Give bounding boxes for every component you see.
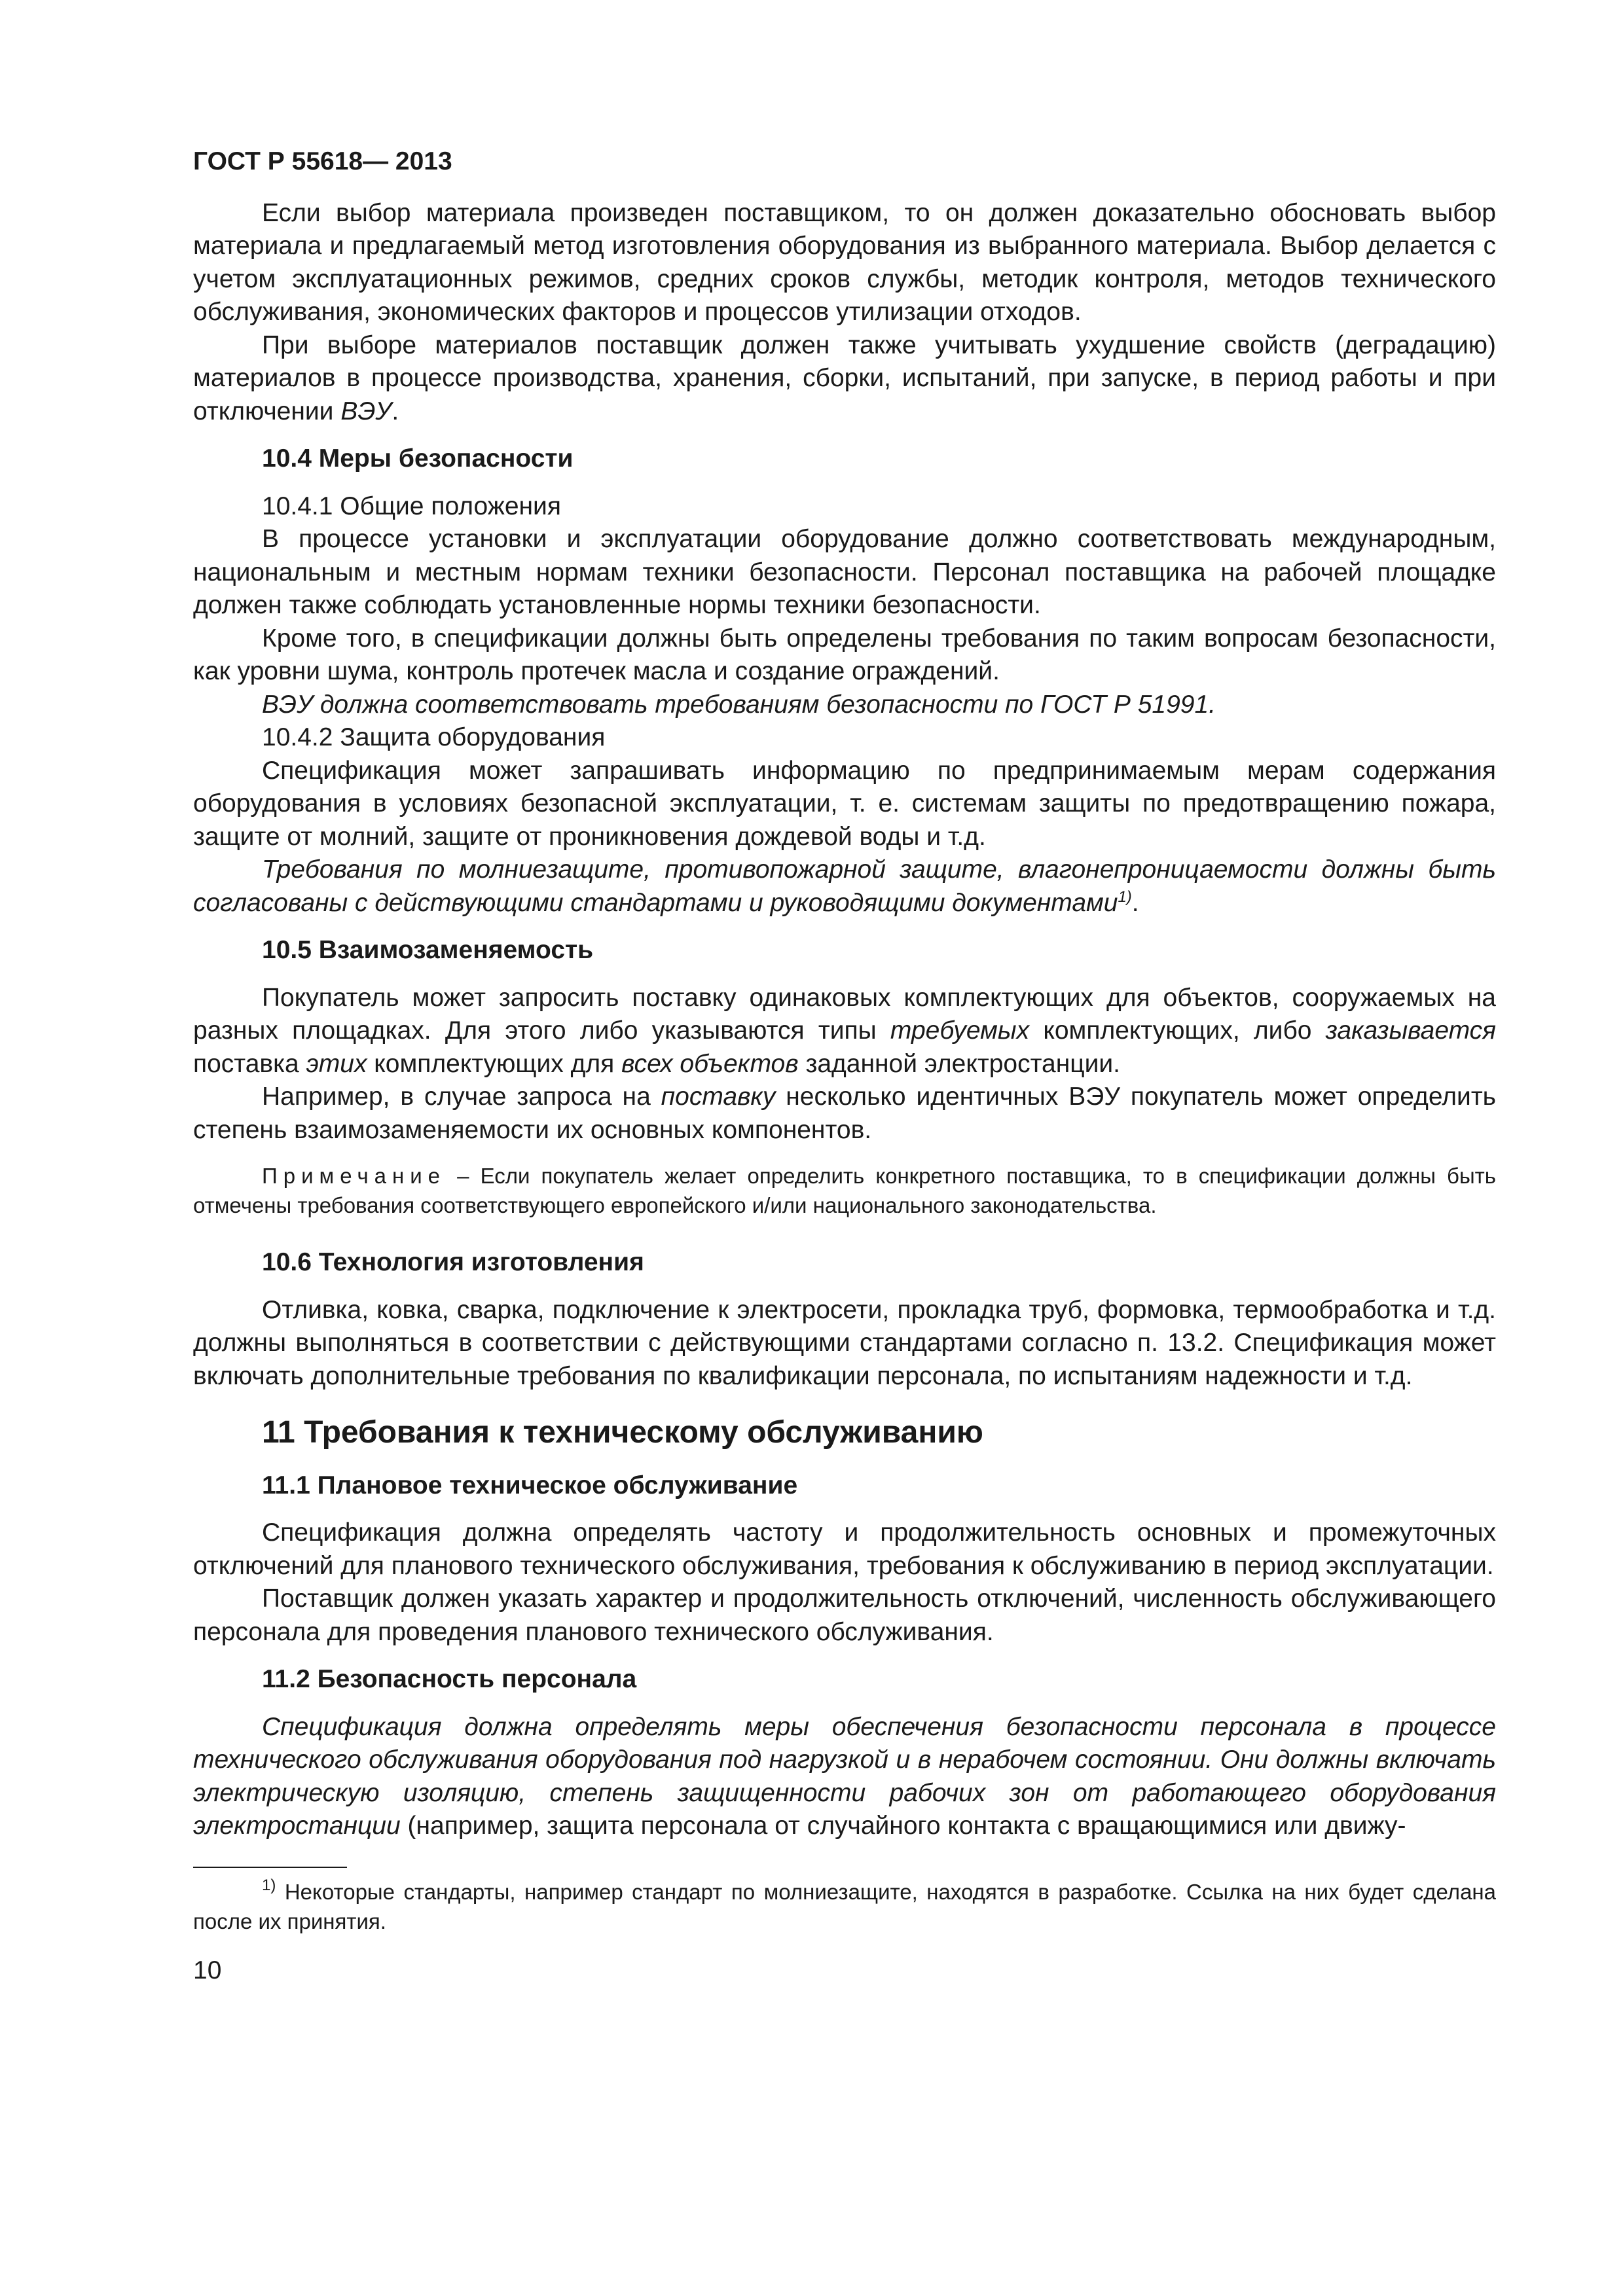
text-run: Если выбор материала произведен поставщиком, то он должен доказательно обосновать выбор материала и предлагаемый метод изготовления оборудования из выбранного материала. Выбор делается с учетом эксплуатационных режимов, средних сроков службы, методик контроля, методов технического обслуживания, экономических факторов и процессов утилизации отходов. bbox=[193, 198, 1496, 326]
page-number: 10 bbox=[193, 1956, 222, 1984]
paragraph bbox=[193, 523, 1496, 622]
text-run: Например, в случае запроса на bbox=[262, 1083, 661, 1111]
paragraph bbox=[193, 622, 1496, 689]
text-run: ВЭУ должна соответствовать требованиям безопасности по ГОСТ Р 51991. bbox=[262, 690, 1216, 719]
text-run: заказывается bbox=[1325, 1016, 1496, 1045]
subsection-heading: 10.4 Меры безопасности bbox=[262, 444, 574, 473]
text-run: несколько идентичных ВЭУ покупатель может определить степень взаимозаменяемости их основных компонентов. bbox=[193, 1083, 1496, 1144]
text-run: (например, защита персонала от случайного контакта с вращающимися или движу- bbox=[400, 1812, 1406, 1840]
paragraph bbox=[193, 329, 1496, 429]
paragraph bbox=[193, 1711, 1496, 1843]
text-run: Требования по молниезащите, противопожарной защите, влагонепроницаемости должны быть согласованы с действующими стандартами и руководящими документами bbox=[193, 855, 1496, 917]
paragraph bbox=[193, 853, 1496, 920]
paragraph bbox=[193, 1516, 1496, 1583]
text-run: При выборе материалов поставщик должен также учитывать ухудшение свойств (деградацию) материалов в процессе производства, хранения, сборки, испытаний, при запуске, в период работы и при отключении bbox=[193, 331, 1496, 425]
text-run: В процессе установки и эксплуатации оборудование должно соответствовать международным, национальным и местным нормам техники безопасности. Персонал поставщика на рабочей площадке должен также соблюдать установленные нормы техники безопасности. bbox=[193, 525, 1496, 619]
text-run: поставку bbox=[661, 1083, 776, 1111]
note-label: Примечание bbox=[262, 1164, 447, 1188]
subsection-heading: 10.6 Технология изготовления bbox=[262, 1248, 644, 1276]
footnote-separator bbox=[193, 1867, 347, 1868]
footnote-mark: 1) bbox=[262, 1876, 276, 1894]
text-run: 10.4.1 Общие положения bbox=[262, 492, 561, 520]
paragraph bbox=[193, 1081, 1496, 1147]
text-run: Спецификация должна определять частоту и продолжительность основных и промежуточных отключений для планового технического обслуживания, требования к обслуживанию в период эксплуатации. bbox=[193, 1518, 1496, 1580]
paragraph bbox=[193, 755, 1496, 854]
footnote-text: Некоторые стандарты, например стандарт по молниезащите, находятся в разработке. Ссылка на них будет сделана после их принятия. bbox=[193, 1879, 1496, 1933]
footnote-ref: 1) bbox=[1118, 888, 1132, 906]
running-header: ГОСТ Р 55618— 2013 bbox=[193, 147, 452, 175]
text-run: Поставщик должен указать характер и продолжительность отключений, численность обслуживающего персонала для проведения планового технического обслуживания. bbox=[193, 1585, 1496, 1646]
paragraph bbox=[193, 1583, 1496, 1649]
subsection-heading: 11.2 Безопасность персонала bbox=[262, 1665, 637, 1693]
paragraph bbox=[193, 490, 1496, 524]
paragraph bbox=[193, 689, 1496, 722]
text-body bbox=[193, 197, 1496, 1843]
text-run: Покупатель может запросить поставку одинаковых комплектующих для объектов, сооружаемых на разных площадках. Для этого либо указываются типы bbox=[193, 983, 1496, 1045]
text-run: требуемых bbox=[890, 1016, 1030, 1045]
text-run: . bbox=[392, 397, 399, 425]
paragraph bbox=[193, 1294, 1496, 1393]
note-paragraph bbox=[193, 1161, 1496, 1220]
text-run: Отливка, ковка, сварка, подключение к электросети, прокладка труб, формовка, термообработка и т.д. должны выполняться в соответствии с действующими стандартами согласно п. 13.2. Спецификация может включать дополнительные требования по квалификации персонала, по испытаниям надежности и т.д. bbox=[193, 1295, 1496, 1390]
paragraph bbox=[193, 197, 1496, 329]
text-run: Кроме того, в спецификации должны быть определены требования по таким вопросам безопасности, как уровни шума, контроль протечек масла и создание ограждений. bbox=[193, 624, 1496, 685]
section-heading: 11 Требования к техническому обслуживанию bbox=[262, 1415, 983, 1450]
paragraph bbox=[193, 982, 1496, 1081]
text-run: комплектующих, либо bbox=[1029, 1016, 1326, 1045]
text-run: Спецификация может запрашивать информацию по предпринимаемым мерам содержания оборудования в условиях безопасной эксплуатации, т. е. системам защиты по предотвращению пожара, защите от молний, защите от проникновения дождевой воды и т.д. bbox=[193, 756, 1496, 851]
text-run: поставка bbox=[193, 1049, 306, 1078]
text-run: заданной электростанции. bbox=[798, 1049, 1120, 1078]
text-run: всех объектов bbox=[621, 1049, 799, 1078]
text-run: Спецификация должна определять меры обеспечения безопасности персонала в процессе технического обслуживания оборудования под нагрузкой и в нерабочем состоянии. Они должны включать электрическую изоляцию, степень защищенности рабочих зон от работающего оборудования электростанции bbox=[193, 1712, 1496, 1840]
text-run: комплектующих для bbox=[367, 1049, 622, 1078]
text-run: . bbox=[1131, 888, 1139, 917]
footnote bbox=[193, 1877, 1496, 1936]
subsection-heading: 11.1 Плановое техническое обслуживание bbox=[262, 1471, 798, 1499]
paragraph bbox=[193, 721, 1496, 755]
text-run: 10.4.2 Защита оборудования bbox=[262, 723, 606, 751]
subsection-heading: 10.5 Взаимозаменяемость bbox=[262, 936, 594, 964]
page-content bbox=[193, 145, 1496, 1987]
note-text: – Если покупатель желает определить конкретного поставщика, то в спецификации должны быть отмечены требования соответствующего европейского и/или национального законодательства. bbox=[193, 1164, 1496, 1217]
text-run: этих bbox=[306, 1049, 367, 1078]
text-run: ВЭУ bbox=[340, 397, 392, 425]
